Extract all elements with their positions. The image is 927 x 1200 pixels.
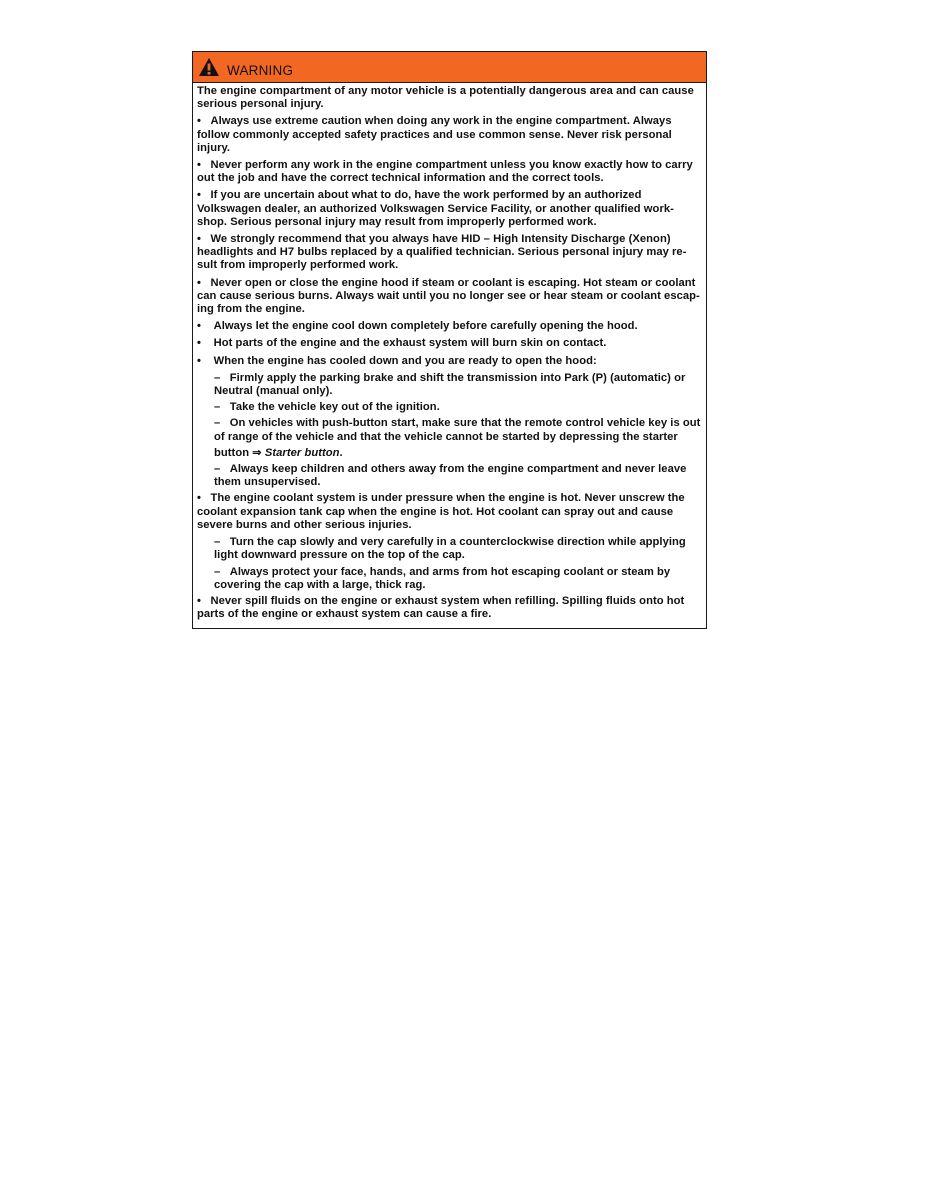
dash-glyph: – (214, 565, 221, 578)
bullet-item: • When the engine has cooled down and you are ready to open the hood: (197, 354, 597, 367)
warning-header (193, 52, 706, 83)
bullet-glyph: • (197, 492, 201, 505)
dash-glyph: – (214, 417, 221, 430)
dash-glyph: – (214, 536, 221, 549)
intro-text: The engine compartment of any motor vehicle is a potentially dangerous area and can cause serious personal injury. (197, 85, 694, 111)
warning-box (192, 51, 707, 629)
bullet-glyph: • (197, 189, 201, 202)
bullet-glyph: • (197, 233, 201, 246)
bullet-item: • Never perform any work in the engine compartment unless you know exactly how to carry out the job and have the correct technical information and the correct tools. (197, 159, 693, 185)
starter-reference: button ⇒ Starter button. (214, 446, 343, 459)
dash-glyph: – (214, 463, 221, 476)
starter-button-link[interactable]: Starter button (264, 446, 340, 459)
coolant-step: – Always protect your face, hands, and arms from hot escaping coolant or steam by covering the cap with a large, thick rag. (214, 565, 671, 591)
bullet-glyph: • (197, 115, 201, 128)
hood-step: – Take the vehicle key out of the ignition. (214, 401, 440, 414)
bullet-item: • Hot parts of the engine and the exhaust system will burn skin on contact. (197, 337, 607, 350)
bullet-glyph: • (197, 320, 201, 333)
bullet-item: • We strongly recommend that you always have HID – High Intensity Discharge (Xenon) headlights and H7 bulbs replaced by a qualified technician. Serious personal injury may re-sult from improperly performed work. (197, 233, 687, 272)
bullet-glyph: • (197, 337, 201, 350)
arrow-icon: ⇒ (252, 446, 262, 459)
warning-triangle-icon (198, 57, 220, 77)
bullet-item: • Never open or close the engine hood if steam or coolant is escaping. Hot steam or coolant can cause serious burns. Always wait until you no longer see or hear steam or coolant escap-ing from the engine. (197, 276, 700, 316)
dash-glyph: – (214, 371, 221, 384)
bullet-item: • If you are uncertain about what to do, have the work performed by an authorized Volkswagen dealer, an authorized Volkswagen Service Facility, or another qualified work-shop. Serious personal injury may result from improperly performed work. (197, 189, 674, 228)
bullet-item: • The engine coolant system is under pressure when the engine is hot. Never unscrew the coolant expansion tank cap when the engine is hot. Hot coolant can spray out and cause severe burns and other serious injuries. (197, 492, 685, 531)
bullet-glyph: • (197, 594, 201, 607)
bullet-item: • Never spill fluids on the engine or exhaust system when refilling. Spilling fluids onto hot parts of the engine or exhaust system can cause a fire. (197, 594, 685, 621)
warning-body (193, 83, 706, 628)
bullet-item: • Always use extreme caution when doing any work in the engine compartment. Always follow commonly accepted safety practices and use common sense. Never risk personal injury. (197, 115, 672, 154)
bullet-item: • Always let the engine cool down completely before carefully opening the hood. (197, 320, 638, 333)
bullet-glyph: • (197, 354, 201, 367)
dash-glyph: – (214, 401, 221, 414)
bullet-glyph: • (197, 159, 201, 172)
warning-title: WARNING (227, 62, 294, 78)
hood-step: – On vehicles with push-button start, make sure that the remote control vehicle key is out of range of the vehicle and that the vehicle cannot be started by depressing the starter (214, 417, 701, 443)
coolant-step: – Turn the cap slowly and very carefully in a counterclockwise direction while applying light downward pressure on the top of the cap. (214, 536, 686, 562)
hood-step: – Firmly apply the parking brake and shift the transmission into Park (P) (automatic) or Neutral (manual only). (214, 371, 686, 398)
hood-step: – Always keep children and others away from the engine compartment and never leave them unsupervised. (214, 463, 687, 489)
bullet-glyph: • (197, 276, 201, 289)
